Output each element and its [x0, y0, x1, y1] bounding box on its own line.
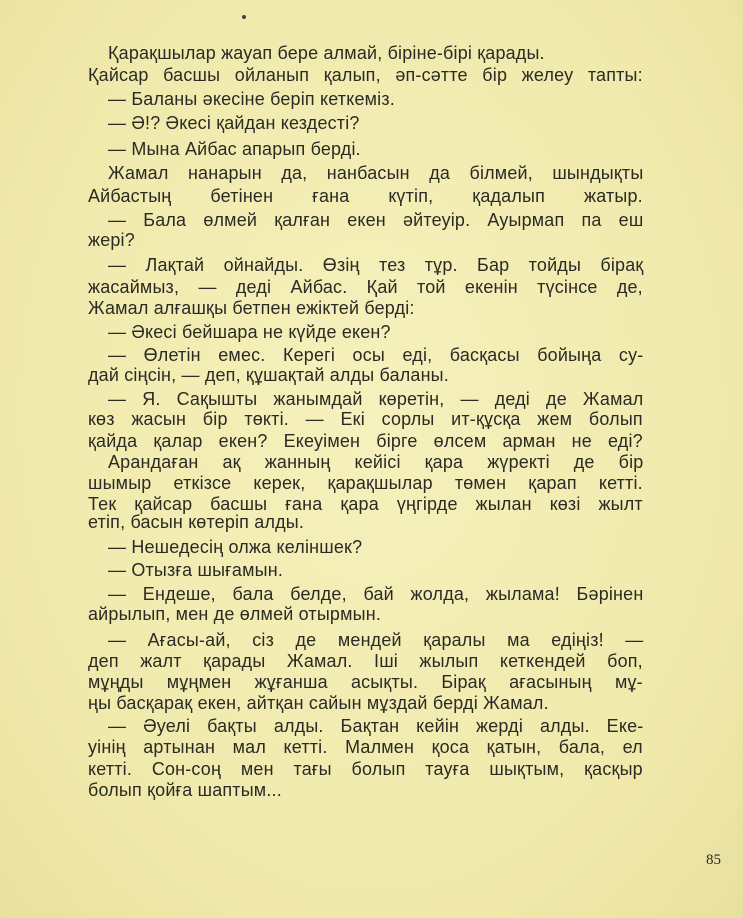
text-line: қайда қалар екен? Екеуімен бірге өлсем арман не еді? [88, 430, 643, 451]
text-line: — Отызға шығамын. [108, 559, 283, 580]
text-line: — Нешедесің олжа келіншек? [108, 536, 363, 557]
page-number: 85 [706, 852, 721, 868]
text-line: Қарақшылар жауап бере алмай, біріне-бірі қарады. [108, 42, 545, 63]
text-line: болып қойға шаптым... [88, 779, 282, 800]
text-line: Тек қайсар басшы ғана қара үңгірде жылан көзі жылт [88, 493, 643, 514]
text-line: шымыр еткізсе керек, қарақшылар төмен қарап кетті. [88, 472, 643, 493]
text-line: етіп, басын көтеріп алды. [88, 511, 305, 532]
text-line: — Мына Айбас апарып берді. [108, 138, 361, 159]
text-line: — Әуелі бақты алды. Бақтан кейін жерді алды. Еке- [108, 715, 644, 736]
text-line: айрылып, мен де өлмей отырмын. [88, 603, 382, 624]
text-line: — Өлетін емес. Керегі осы еді, басқасы бойыңа су- [108, 344, 644, 365]
text-line: Арандаған ақ жанның кейісі қара жүректі де бір [108, 451, 644, 472]
text-line: — Ағасы-ай, сіз де мендей қаралы ма едіңіз! — [108, 629, 644, 650]
text-line: дай сіңсін, — деп, құшақтай алды баланы. [88, 364, 449, 385]
text-line: — Я. Сақышты жанымдай көретін, — деді де Жамал [108, 388, 644, 409]
text-line: деп жалт қарады Жамал. Іші жылып кеткендей боп, [88, 650, 643, 671]
text-line: Жамал нанарын да, нанбасын да білмей, шындықты [108, 162, 644, 183]
text-line: Айбастың бетінен ғана күтіп, қадалып жатыр. [88, 185, 643, 206]
text-line: жасаймыз, — деді Айбас. Қай той екенін түсінсе де, [88, 276, 643, 297]
text-line: — Әкесі бейшара не күйде екен? [108, 321, 391, 342]
text-line: кетті. Сон-соң мен тағы болып тауға шықтым, қасқыр [88, 758, 643, 779]
text-line: Қайсар басшы ойланып қалып, әп-сәтте бір желеу тапты: [88, 64, 643, 85]
print-mark [242, 15, 246, 19]
text-line: уінің артынан мал кетті. Малмен қоса қатын, бала, ел [88, 736, 643, 757]
text-line: — Ә!? Әкесі қайдан кездесті? [108, 112, 360, 133]
text-line: — Ендеше, бала белде, бай жолда, жылама! Бәрінен [108, 583, 644, 604]
text-line: көз жасын бір төкті. — Екі сорлы ит-құсқа жем болып [88, 408, 643, 429]
text-line: ңы басқарақ екен, айтқан сайын мұздай берді Жамал. [88, 692, 549, 713]
text-line: жері? [88, 229, 135, 250]
text-line: — Лақтай ойнайды. Өзің тез тұр. Бар тойды бірақ [108, 254, 644, 275]
text-line: — Баланы әкесіне беріп кеткеміз. [108, 88, 395, 109]
text-line: мұңды мұңмен жұғанша асықты. Бірақ ағасының мұ- [88, 671, 643, 692]
text-line: Жамал алғашқы бетпен ежіктей берді: [88, 297, 415, 318]
text-line: — Бала өлмей қалған екен әйтеуір. Ауырмап па еш [108, 209, 644, 230]
